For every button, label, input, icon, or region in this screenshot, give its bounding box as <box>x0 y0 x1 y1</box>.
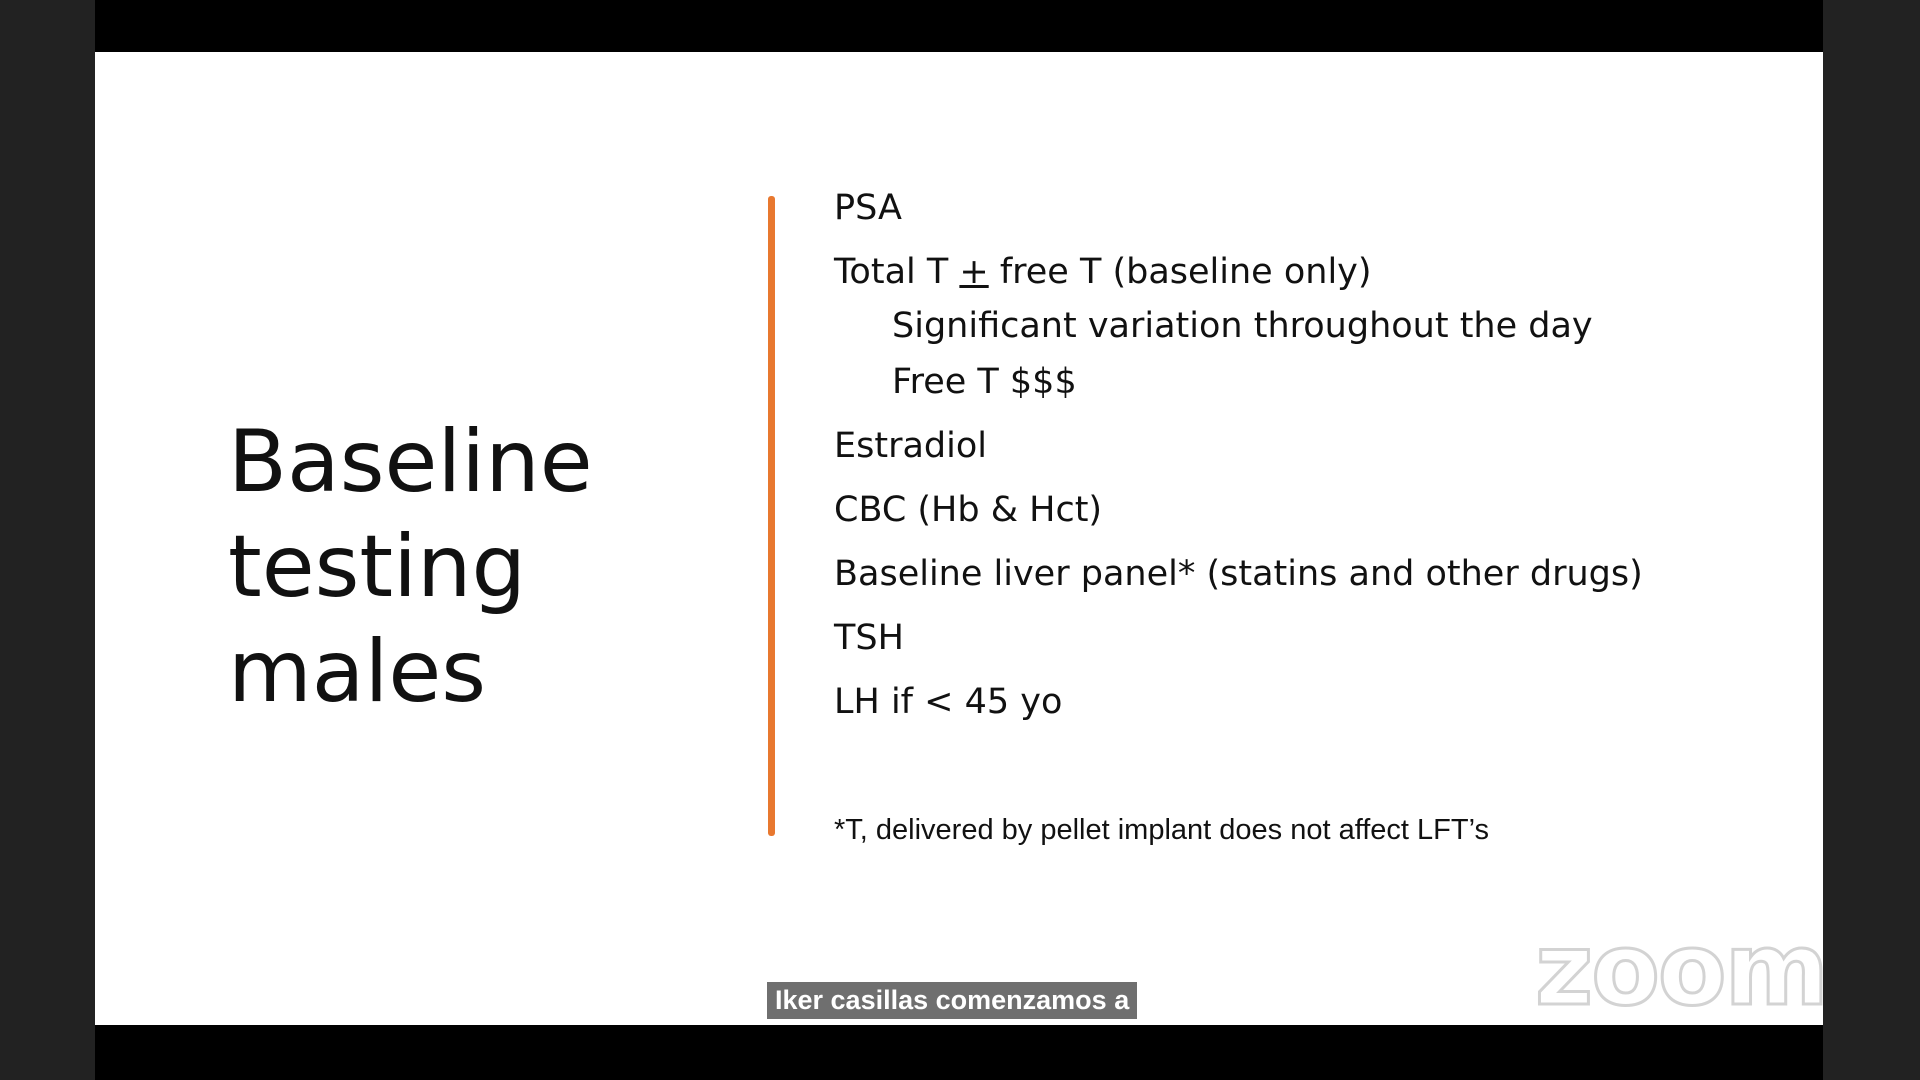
bullet-total-t-suffix: free T (baseline only) <box>988 252 1372 292</box>
slide-title-line: Baseline <box>228 411 593 512</box>
plus-minus-symbol: + <box>959 252 989 292</box>
bullet-total-t-prefix: Total T <box>834 252 960 292</box>
bullet-estradiol: Estradiol <box>834 426 987 466</box>
sub-bullet-variation: Significant variation throughout the day <box>892 306 1593 346</box>
slide-title-line: males <box>228 621 487 722</box>
slide-divider <box>768 196 775 836</box>
bullet-tsh: TSH <box>834 618 904 658</box>
presentation-slide <box>95 52 1823 1025</box>
slide-title <box>228 410 788 725</box>
bullet-lh: LH if < 45 yo <box>834 682 1063 722</box>
sub-bullet-free-t-cost: Free T $$$ <box>892 362 1077 402</box>
bullet-psa: PSA <box>834 188 902 228</box>
bullet-liver-panel: Baseline liver panel* (statins and other drugs) <box>834 554 1643 594</box>
zoom-watermark-logo: zoom <box>1535 911 1827 1028</box>
bullet-total-t <box>834 252 1754 292</box>
bullet-list <box>834 188 1754 722</box>
live-caption: Iker casillas comenzamos a <box>767 982 1137 1019</box>
slide-footnote: *T, delivered by pellet implant does not affect LFT’s <box>834 814 1490 846</box>
bullet-cbc: CBC (Hb & Hct) <box>834 490 1103 530</box>
slide-title-line: testing <box>228 516 527 617</box>
